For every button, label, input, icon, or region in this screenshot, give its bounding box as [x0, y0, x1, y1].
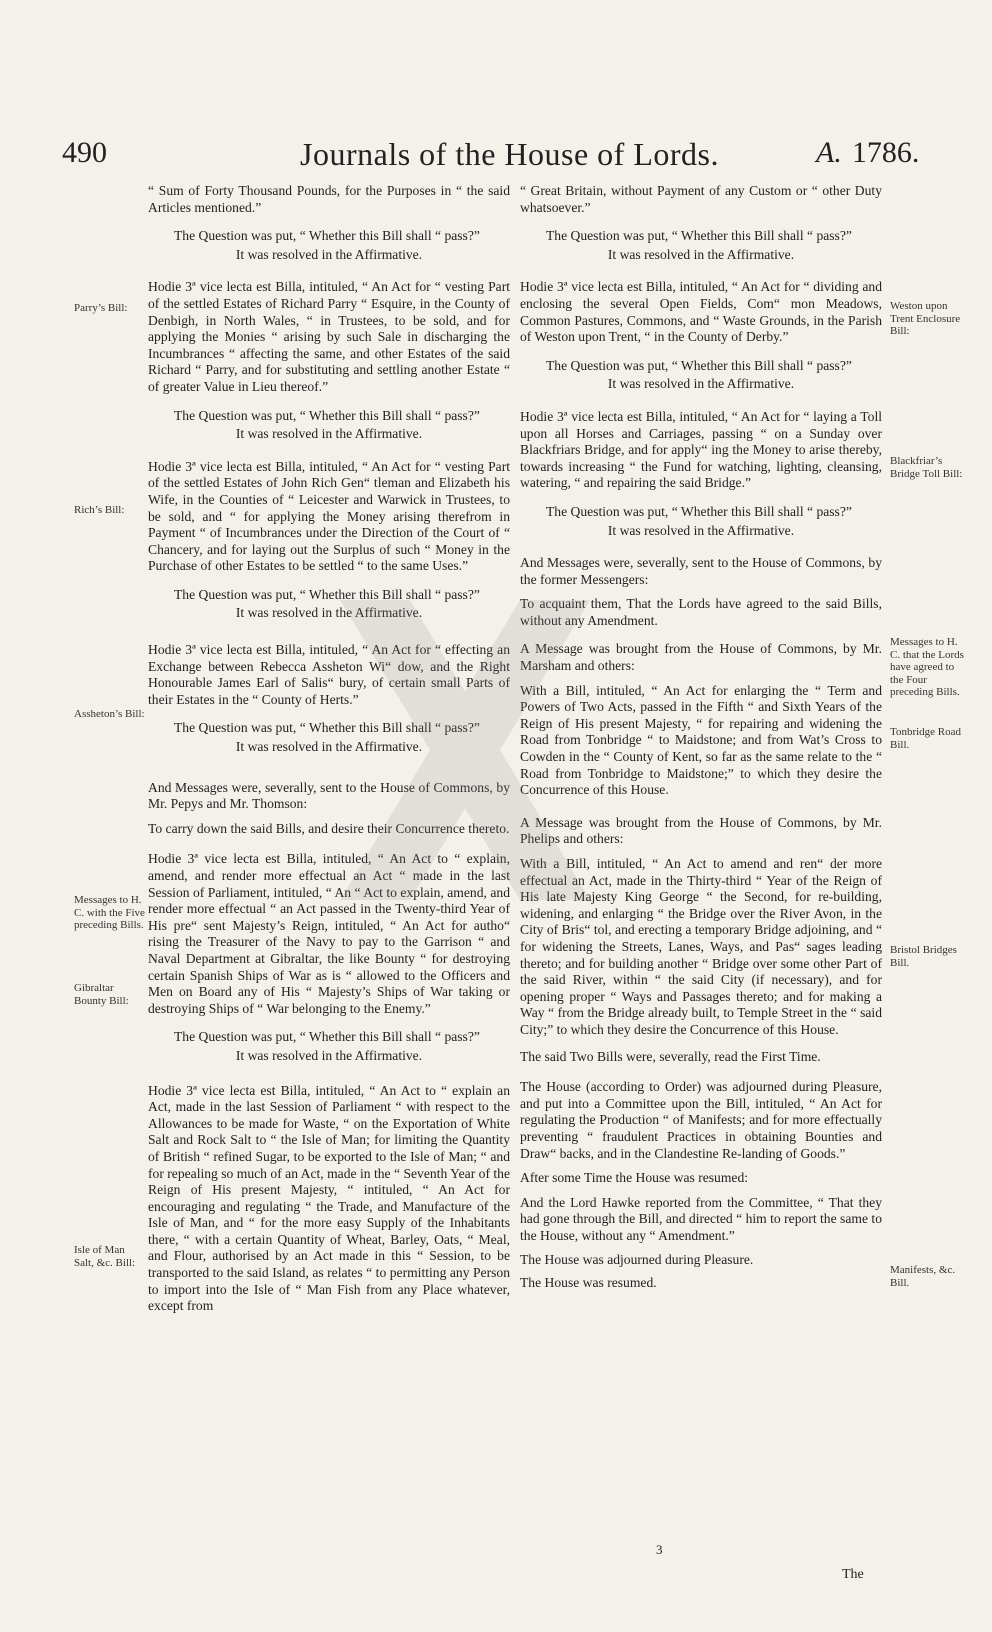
- page-title: Journals of the House of Lords.: [300, 136, 719, 172]
- question: The Question was put, “ Whether this Bill shall “ pass?”: [546, 503, 852, 519]
- margin-note: Tonbridge Road Bill.: [890, 726, 962, 751]
- resolution: It was resolved in the Affirmative.: [235, 605, 423, 621]
- message-paragraph: And Messages were, severally, sent to the House of Commons, by the former Messengers:: [520, 555, 882, 587]
- message-paragraph: And Messages were, severally, sent to the House of Commons, by Mr. Pepys and Mr. Thomson:: [148, 779, 510, 812]
- resolution: It was resolved in the Affirmative.: [607, 522, 795, 538]
- resolution: It was resolved in the Affirmative.: [235, 1047, 423, 1063]
- paragraph: The House was adjourned during Pleasure.: [520, 1252, 754, 1268]
- year-value: 1786.: [851, 136, 920, 169]
- signature-mark: 3: [656, 1542, 663, 1557]
- resolution: It was resolved in the Affirmative.: [607, 376, 795, 392]
- message-paragraph: To carry down the said Bills, and desire their Concurrence thereto.: [148, 820, 510, 836]
- catchword: The: [842, 1567, 864, 1582]
- paragraph: And the Lord Hawke reported from the Committee, “ That they had gone through the Bill, and directed “ him to report the same to the House, without any “ Amendment.”: [520, 1194, 882, 1243]
- bill-paragraph: Hodie 3ª vice lecta est Billa, intituled, “ An Act for “ laying a Toll upon all Horses and Carriages, passing “ on a Sunday over Blackfriars Bridge, and for apply“ ing the Money to arise thereby, towards increasing “ the Fund for watching, lighting, cleansing, watering, “ and repairing the said Bridge.”: [520, 408, 882, 491]
- paragraph: The said Two Bills were, severally, read the First Time.: [520, 1048, 821, 1064]
- resolution: It was resolved in the Affirmative.: [235, 426, 423, 442]
- bill-paragraph: Hodie 3ª vice lecta est Billa, intituled, “ An Act for “ effecting an Exchange between Rebecca Assheton Wi“ dow, and the Right Honourable James Earl of Salis“ bury, of certain small Parts of their Estates in the “ County of Herts.”: [148, 642, 510, 707]
- question: The Question was put, “ Whether this Bill shall “ pass?”: [174, 228, 480, 244]
- question: The Question was put, “ Whether this Bill shall “ pass?”: [546, 357, 852, 373]
- page-year: [816, 136, 919, 170]
- question: The Question was put, “ Whether this Bill shall “ pass?”: [546, 228, 852, 244]
- paragraph: “ Sum of Forty Thousand Pounds, for the Purposes in “ the said Articles mentioned.”: [148, 183, 510, 215]
- bill-paragraph: Hodie 3ª vice lecta est Billa, intituled, “ An Act for “ vesting Part of the settled Estates of Richard Parry “ Esquire, in the County of Denbigh, in North Wales, “ in Trustees, to be sold, and for applying the Monies “ arising by such Sale in discharging the Incumbrances “ affecting the same, and other Estates of the said Richard “ Parry, and for substituting and settling another Estate “ of greater Value in Lieu thereof.”: [148, 279, 510, 394]
- message-paragraph: To acquaint them, That the Lords have agreed to the said Bills, without any Amendment.: [520, 596, 882, 628]
- year-prefix: A.: [816, 136, 842, 169]
- margin-note: Weston upon Trent Enclosure Bill:: [890, 300, 961, 337]
- bill-paragraph: With a Bill, intituled, “ An Act to amend and ren“ der more effectual an Act, made in the Thirty-third “ Year of the Reign of His late Majesty King George “ the Second, for re-building, widening, and enlarging “ the Bridge over the River Avon, in the City of Bris“ tol, and erecting a temporary Bridge adjoining, and “ for widening the Streets, Lanes, Ways, and Pas“ sages leading thereto; and for building another “ Bridge over some other Part of the said River, within “ the said City (if necessary), and for opening proper “ Ways and Passages thereto; and for making a Way “ from the Bridge already built, to Temple Street in the “ said City;” to which they desire the Concurrence of this House.: [520, 856, 882, 1037]
- paragraph: The House was resumed.: [520, 1275, 657, 1291]
- margin-note: Messages to H. C. with the Five preceding Bills.: [74, 894, 145, 931]
- message-paragraph: A Message was brought from the House of Commons, by Mr. Marsham and others:: [520, 641, 882, 674]
- page-number: 490: [62, 136, 107, 169]
- margin-note: Bristol Bridges Bill.: [890, 944, 957, 969]
- watermark-cross: [300, 560, 630, 940]
- question: The Question was put, “ Whether this Bill shall “ pass?”: [174, 1029, 480, 1045]
- question: The Question was put, “ Whether this Bill shall “ pass?”: [174, 407, 480, 423]
- margin-note: Assheton’s Bill:: [74, 708, 145, 720]
- margin-note: Isle of Man Salt, &c. Bill:: [74, 1244, 136, 1269]
- margin-note: Rich’s Bill:: [74, 504, 125, 516]
- bill-paragraph: With a Bill, intituled, “ An Act for enlarging the “ Term and Powers of Two Acts, passed in the Fifth “ and Sixth Years of the Reign of His present Majesty, “ for repairing and widening the Road from Tonbridge “ to Maidstone; and from Wat’s Cross to Cowden in the “ County of Kent, so far as the same relate to the “ Road from Tonbridge to Maidstone;” to which they desire the Concurrence of this House.: [520, 682, 882, 798]
- bill-paragraph: Hodie 3ª vice lecta est Billa, intituled, “ An Act to “ explain, amend, and render more effectual an Act “ made in the last Session of Parliament, intituled, “ An “ Act to explain, amend, and render more effectual “ an Act passed in the Twenty-third Year of His pre“ sent Majesty’s Reign, intituled, “ An Act for autho“ rising the Treasurer of the Navy to pay to the Garrison “ and Naval Department at Gibraltar, the like Bounty “ for destroying certain Spanish Ships of War as is “ allowed to the Officers and Men on Board any of His “ Majesty’s Ships of War taking or destroying Ships of “ War belonging to the Enemy.”: [148, 851, 510, 1016]
- resolution: It was resolved in the Affirmative.: [235, 246, 423, 262]
- question: The Question was put, “ Whether this Bill shall “ pass?”: [174, 720, 480, 736]
- message-paragraph: A Message was brought from the House of Commons, by Mr. Phelips and others:: [520, 814, 882, 847]
- paragraph: “ Great Britain, without Payment of any Custom or “ other Duty whatsoever.”: [520, 183, 882, 215]
- resolution: It was resolved in the Affirmative.: [607, 246, 795, 262]
- margin-note: Manifests, &c. Bill.: [890, 1264, 956, 1289]
- resolution: It was resolved in the Affirmative.: [235, 739, 423, 755]
- paragraph: After some Time the House was resumed:: [520, 1170, 749, 1186]
- margin-note: Parry’s Bill:: [74, 302, 128, 314]
- bill-paragraph: Hodie 3ª vice lecta est Billa, intituled, “ An Act to “ explain an Act, made in the last Session of Parliament “ with respect to the Allowances to be made for Waste, “ on the Exportation of White Salt and Rock Salt to “ the Isle of Man; for limiting the Quantity of British “ refined Sugar, to be exported to the Isle of Man; “ and for repealing so much of an Act, made in the “ Seventh Year of the Reign of His present Majesty, “ intituled, “ An Act for encouraging and regulating “ the Trade, and Manufacture of the Isle of Man, and “ for the more easy Supply of the Inhabitants there, “ with a certain Quantity of Wheat, Barley, Oats, “ Meal, and Flour, authorised by an Act made in this “ Session, to be transported to the said Island, as relates “ to permitting any Person to import into the Isle of “ Man Fish from any Place whatever, except from: [148, 1082, 510, 1314]
- paragraph: The House (according to Order) was adjourned during Pleasure, and put into a Committee upon the Bill, intituled, “ An Act for regulating the Production “ of Manifests; and for more effectually preventing “ fraudulent Practices in obtaining Bounties and Draw“ backs, and in the Clandestine Re-landing of Goods.”: [520, 1079, 882, 1161]
- margin-note: Gibraltar Bounty Bill:: [74, 982, 129, 1007]
- bill-paragraph: Hodie 3ª vice lecta est Billa, intituled, “ An Act for “ vesting Part of the settled Estates of John Rich Gen“ tleman and Elizabeth his Wife, in the Counties of “ Leicester and Warwick in Trustees, to be sold, and “ for applying the Money arising therefrom in Payment “ of Incumbrances under the Direction of the Court of “ Chancery, and for laying out the Surplus of such “ Money in the Purchase of other Estates to be settled “ to the same Uses.”: [148, 458, 510, 574]
- margin-note: Messages to H. C. that the Lords have agreed to the Four preceding Bills.: [890, 636, 964, 698]
- margin-note: Blackfriar’s Bridge Toll Bill:: [890, 455, 963, 480]
- bill-paragraph: Hodie 3ª vice lecta est Billa, intituled, “ An Act for “ dividing and enclosing the several Open Fields, Com“ mon Meadows, Common Pastures, Commons, and “ Waste Grounds, in the Parish of Weston upon Trent, “ in the County of Derby.”: [520, 279, 882, 345]
- question: The Question was put, “ Whether this Bill shall “ pass?”: [174, 586, 480, 602]
